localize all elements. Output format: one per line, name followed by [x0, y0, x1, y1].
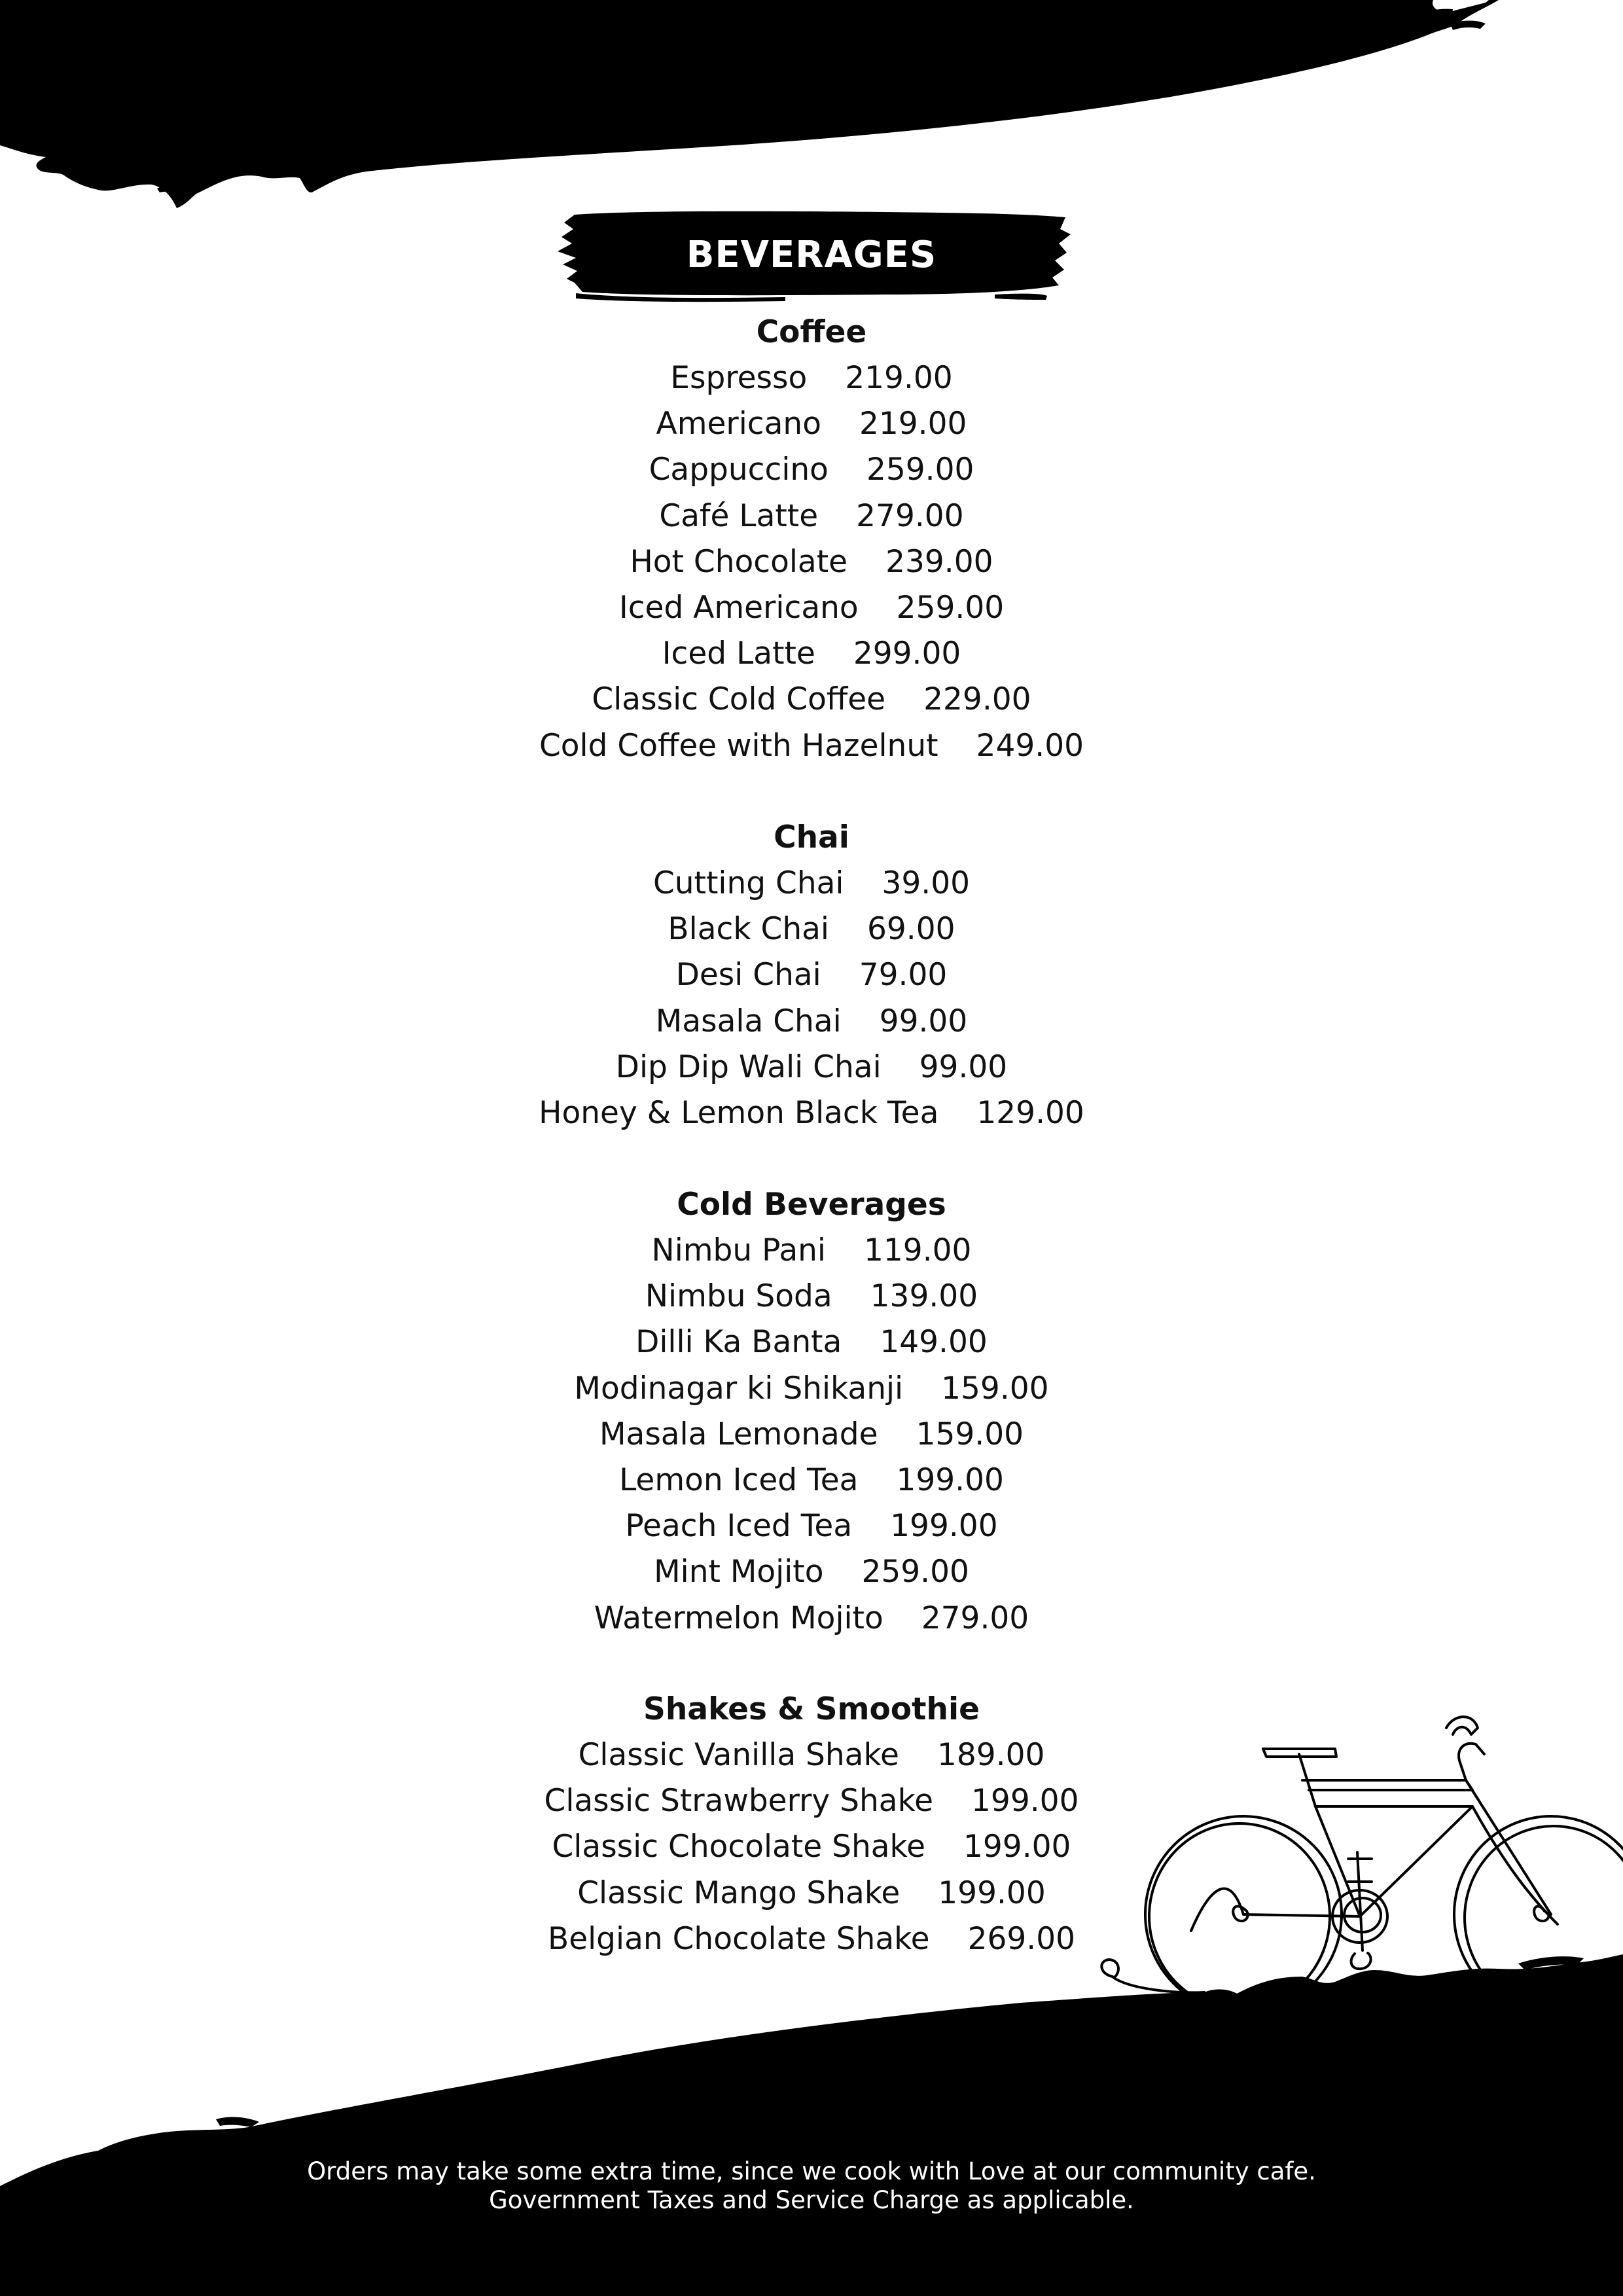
item-price: 99.00 — [879, 1003, 968, 1039]
menu-item — [0, 1090, 1623, 1136]
item-name: Classic Vanilla Shake — [578, 1737, 899, 1773]
menu-item — [0, 723, 1623, 769]
menu-item — [0, 1778, 1623, 1824]
menu-item — [0, 447, 1623, 493]
menu-section — [0, 1182, 1623, 1641]
item-price: 199.00 — [890, 1508, 998, 1545]
item-price: 99.00 — [919, 1049, 1008, 1085]
menu-item — [0, 1458, 1623, 1503]
item-name: Peach Iced Tea — [625, 1508, 853, 1545]
menu-item — [0, 493, 1623, 539]
item-name: Espresso — [670, 360, 808, 396]
menu-item — [0, 952, 1623, 998]
section-title: Shakes & Smoothie — [643, 1691, 980, 1727]
menu-item — [0, 1228, 1623, 1274]
item-price: 279.00 — [921, 1600, 1029, 1636]
menu-item — [0, 1549, 1623, 1595]
menu-item — [0, 539, 1623, 585]
menu-item — [0, 1503, 1623, 1549]
item-price: 159.00 — [941, 1370, 1049, 1407]
item-name: Lemon Iced Tea — [619, 1462, 859, 1498]
menu-item — [0, 1596, 1623, 1641]
item-name: Nimbu Pani — [651, 1232, 826, 1268]
item-price: 159.00 — [916, 1416, 1024, 1452]
item-price: 139.00 — [870, 1278, 978, 1315]
item-name: Modinagar ki Shikanji — [574, 1370, 904, 1407]
menu-item — [0, 1824, 1623, 1870]
item-price: 39.00 — [882, 865, 971, 901]
item-price: 199.00 — [896, 1462, 1004, 1498]
footer-note — [0, 2157, 1623, 2215]
item-name: Classic Chocolate Shake — [552, 1829, 925, 1865]
footer-line-1: Orders may take some extra time, since we cook with Love at our community cafe. — [307, 2157, 1316, 2185]
menu-item — [0, 999, 1623, 1045]
menu-item — [0, 1045, 1623, 1090]
item-name: Cold Coffee with Hazelnut — [539, 727, 938, 764]
item-name: Hot Chocolate — [630, 543, 848, 580]
menu-item — [0, 1871, 1623, 1916]
item-name: Classic Strawberry Shake — [544, 1783, 934, 1820]
menu-item — [0, 1412, 1623, 1458]
item-price: 239.00 — [885, 543, 993, 580]
item-price: 259.00 — [896, 589, 1005, 626]
menu-item — [0, 1732, 1623, 1778]
item-price: 199.00 — [971, 1783, 1079, 1820]
item-name: Classic Cold Coffee — [592, 681, 886, 718]
item-price: 79.00 — [859, 957, 948, 994]
item-name: Americano — [656, 406, 821, 442]
menu-section — [0, 310, 1623, 769]
item-name: Desi Chai — [675, 957, 821, 994]
menu-item — [0, 906, 1623, 952]
item-price: 219.00 — [859, 406, 967, 442]
item-name: Iced Latte — [662, 636, 815, 672]
section-title: Cold Beverages — [677, 1187, 946, 1223]
item-price: 199.00 — [963, 1829, 1071, 1865]
menu-title: BEVERAGES — [686, 234, 937, 276]
item-name: Café Latte — [659, 497, 819, 534]
menu-section — [0, 1687, 1623, 1962]
menu-item — [0, 1319, 1623, 1365]
item-price: 259.00 — [861, 1554, 969, 1590]
menu-item — [0, 631, 1623, 677]
menu-section — [0, 815, 1623, 1136]
item-name: Masala Lemonade — [599, 1416, 878, 1452]
item-price: 119.00 — [863, 1232, 972, 1268]
item-name: Cutting Chai — [652, 865, 844, 901]
section-title: Chai — [774, 819, 849, 855]
item-name: Nimbu Soda — [645, 1278, 832, 1315]
footer-line-2: Government Taxes and Service Charge as applicable. — [489, 2186, 1134, 2214]
item-name: Dip Dip Wali Chai — [615, 1049, 882, 1085]
menu-item — [0, 585, 1623, 631]
menu-item — [0, 355, 1623, 401]
menu-item — [0, 861, 1623, 906]
item-price: 279.00 — [856, 497, 964, 534]
item-name: Watermelon Mojito — [594, 1600, 883, 1636]
item-price: 299.00 — [853, 636, 961, 672]
item-name: Honey & Lemon Black Tea — [539, 1094, 939, 1131]
item-name: Mint Mojito — [654, 1554, 824, 1590]
item-price: 129.00 — [976, 1094, 1084, 1131]
item-price: 259.00 — [866, 452, 974, 488]
section-title: Coffee — [756, 314, 867, 350]
menu-item — [0, 1916, 1623, 1962]
item-name: Cappuccino — [649, 452, 829, 488]
item-price: 149.00 — [880, 1324, 988, 1361]
item-price: 189.00 — [936, 1737, 1045, 1773]
item-price: 69.00 — [867, 911, 955, 948]
item-name: Black Chai — [668, 911, 829, 948]
menu-item — [0, 1274, 1623, 1319]
menu-item — [0, 401, 1623, 447]
item-name: Belgian Chocolate Shake — [547, 1920, 930, 1957]
item-name: Classic Mango Shake — [577, 1874, 901, 1911]
item-price: 229.00 — [923, 681, 1031, 718]
item-price: 199.00 — [938, 1874, 1046, 1911]
menu-item — [0, 1366, 1623, 1412]
item-name: Iced Americano — [618, 589, 859, 626]
item-price: 249.00 — [976, 727, 1084, 764]
item-name: Dilli Ka Banta — [635, 1324, 842, 1361]
item-price: 219.00 — [845, 360, 953, 396]
item-name: Masala Chai — [655, 1003, 842, 1039]
item-price: 269.00 — [967, 1920, 1076, 1957]
menu-item — [0, 677, 1623, 723]
